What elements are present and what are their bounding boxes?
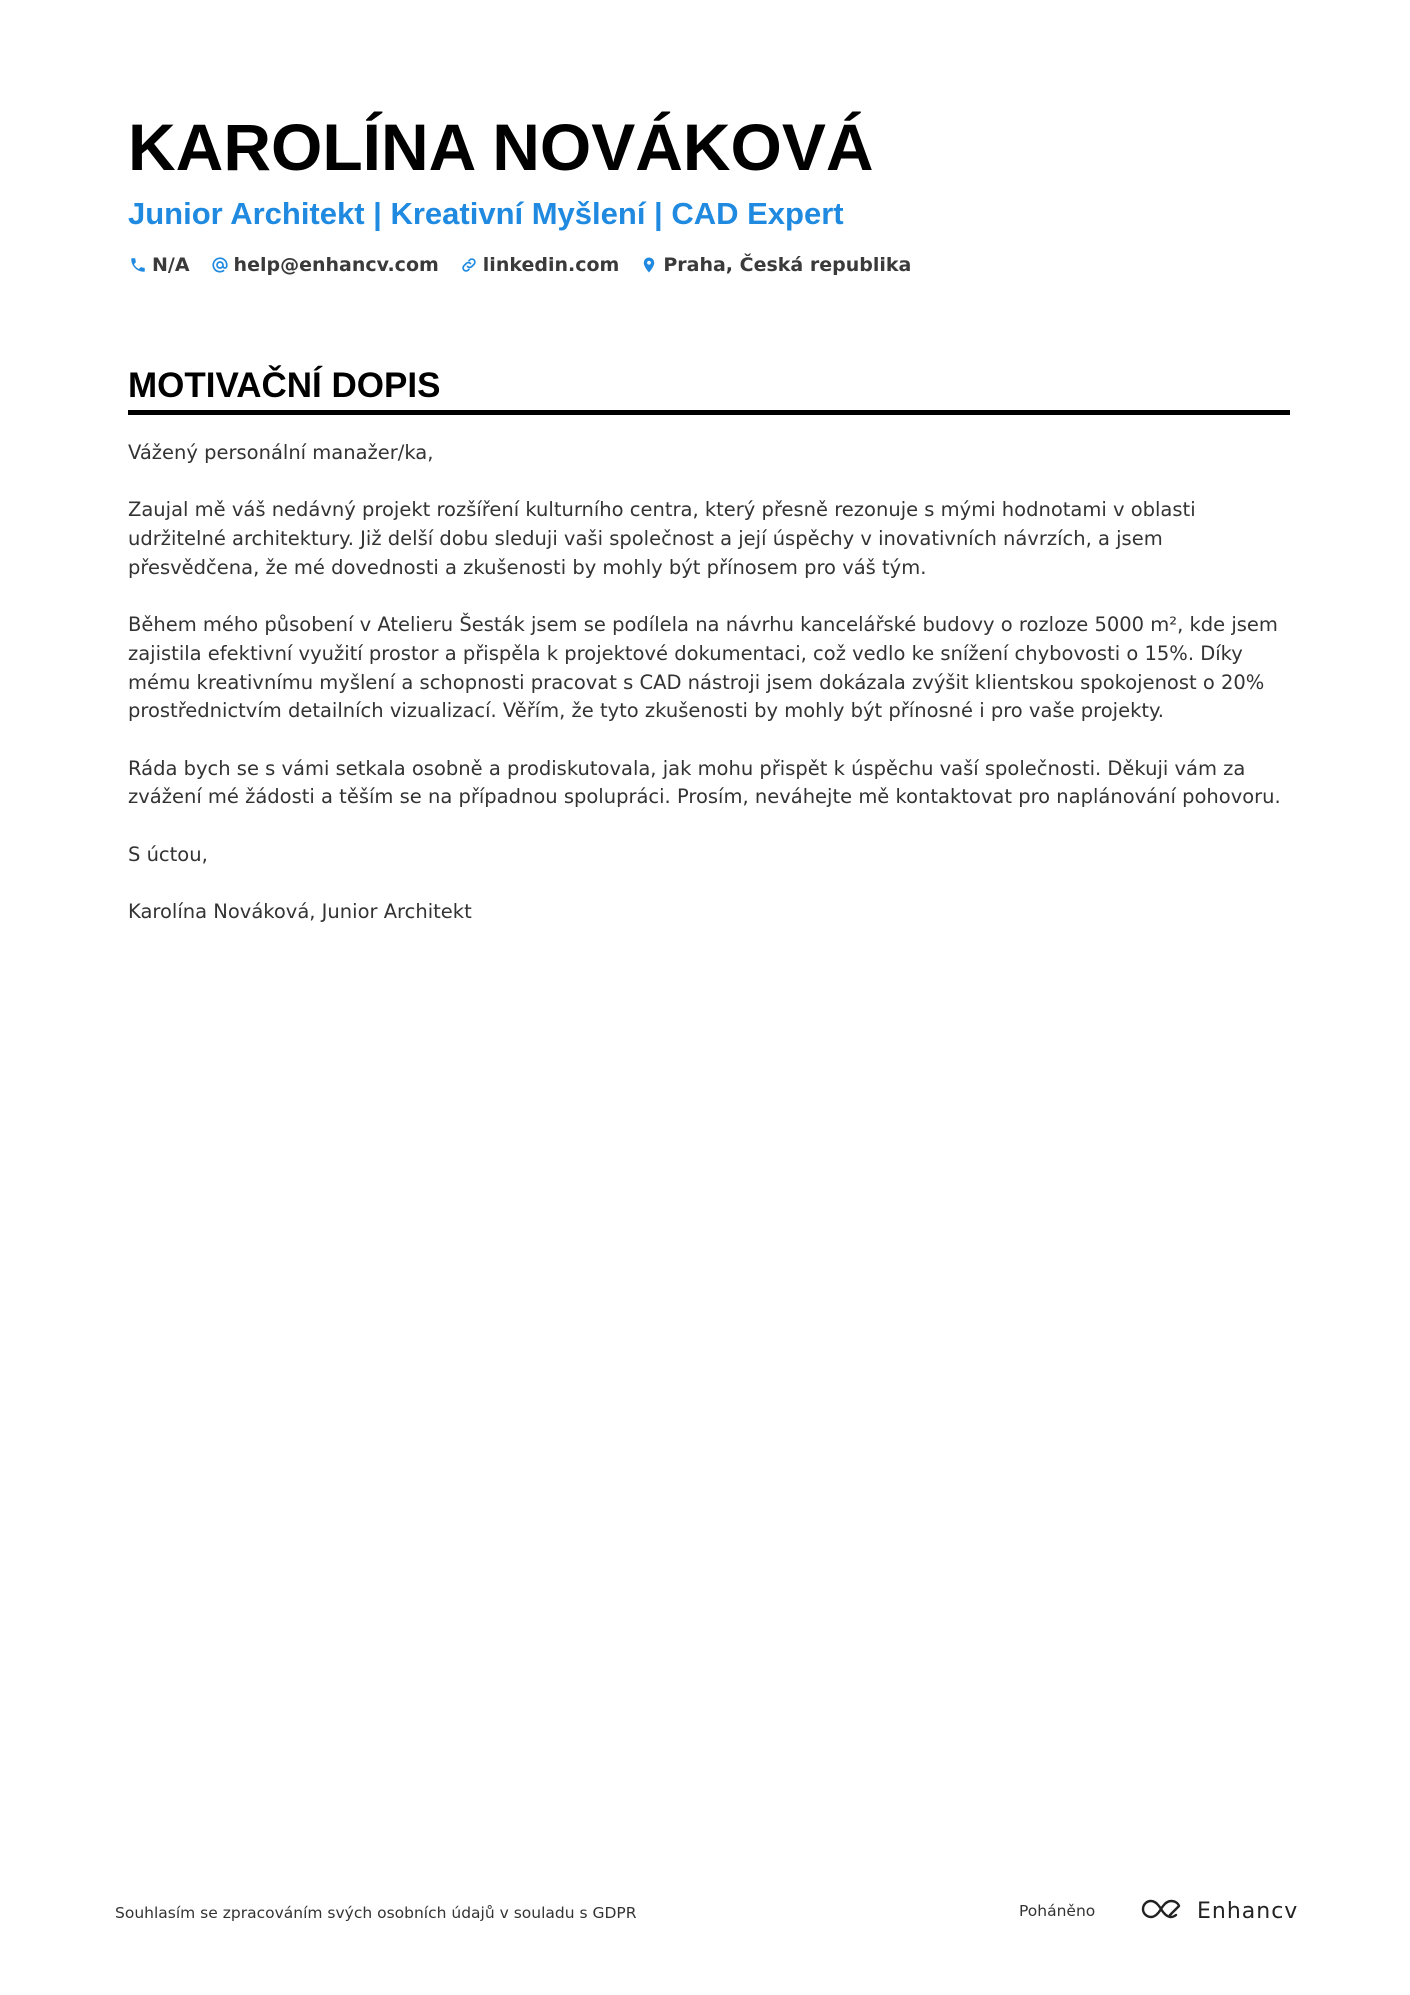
- gdpr-consent-text: Souhlasím se zpracováním svých osobních údajů v souladu s GDPR: [115, 1904, 637, 1922]
- contact-linkedin[interactable]: [459, 254, 620, 276]
- location-pin-icon: [639, 255, 659, 275]
- contact-phone: [128, 254, 190, 276]
- cover-letter-section: [128, 364, 1290, 956]
- powered-by-label: Poháněno: [1019, 1902, 1096, 1920]
- link-icon: [459, 255, 479, 275]
- letter-body: [128, 439, 1290, 927]
- contact-location: [639, 254, 911, 276]
- footer: [115, 1890, 1299, 1930]
- location-text: Praha, Česká republika: [663, 254, 912, 276]
- letter-paragraph: Zaujal mě váš nedávný projekt rozšíření kulturního centra, který přesně rezonuje s mými hodnotami v oblasti udržitelné architektury. Již delší dobu sleduji vaši společnost a její úspěchy v inovativních návrzích, a jsem přesvědčena, že mé dovednosti a zkušenosti by mohly být přínosem pro váš tým.: [128, 498, 1196, 579]
- candidate-tagline: Junior Architekt | Kreativní Myšlení | CAD Expert: [128, 196, 844, 231]
- phone-text: N/A: [152, 254, 190, 276]
- letter-paragraph: Během mého působení v Atelieru Šesták jsem se podílela na návrhu kancelářské budovy o rozloze 5000 m², kde jsem zajistila efektivní využití prostor a přispěla k projektové dokumentaci, což vedlo ke snížení chybovosti o 15%. Díky mému kreativnímu myšlení a schopnosti pracovat s CAD nástroji jsem dokázala zvýšit klientskou spokojenost o 20% prostřednictvím detailních vizualizací. Věřím, že tyto zkušenosti by mohly být přínosné i pro vaše projekty.: [128, 613, 1278, 723]
- header: [128, 108, 1288, 276]
- phone-icon: [128, 255, 148, 275]
- brand-name: Enhancv: [1197, 1898, 1299, 1924]
- enhancv-logo-icon: [1139, 1894, 1187, 1928]
- letter-paragraph: Ráda bych se s vámi setkala osobně a prodiskutovala, jak mohu přispět k úspěchu vaší společnosti. Děkuji vám za zvážení mé žádosti a těším se na případnou spolupráci. Prosím, neváhejte mě kontaktovat pro naplánování pohovoru.: [128, 756, 1281, 809]
- section-title: MOTIVAČNÍ DOPIS: [128, 364, 1290, 415]
- letter-closing: S úctou,: [128, 842, 208, 866]
- letter-greeting: Vážený personální manažer/ka,: [128, 441, 434, 464]
- letter-signature: Karolína Nováková, Junior Architekt: [128, 900, 472, 924]
- contact-bar: [128, 254, 1288, 276]
- at-icon: [210, 255, 230, 275]
- email-text[interactable]: help@enhancv.com: [233, 254, 439, 276]
- contact-email[interactable]: [210, 254, 439, 276]
- candidate-name: KAROLÍNA NOVÁKOVÁ: [128, 110, 874, 184]
- linkedin-text[interactable]: linkedin.com: [482, 254, 620, 276]
- brand-logo[interactable]: [1139, 1894, 1298, 1928]
